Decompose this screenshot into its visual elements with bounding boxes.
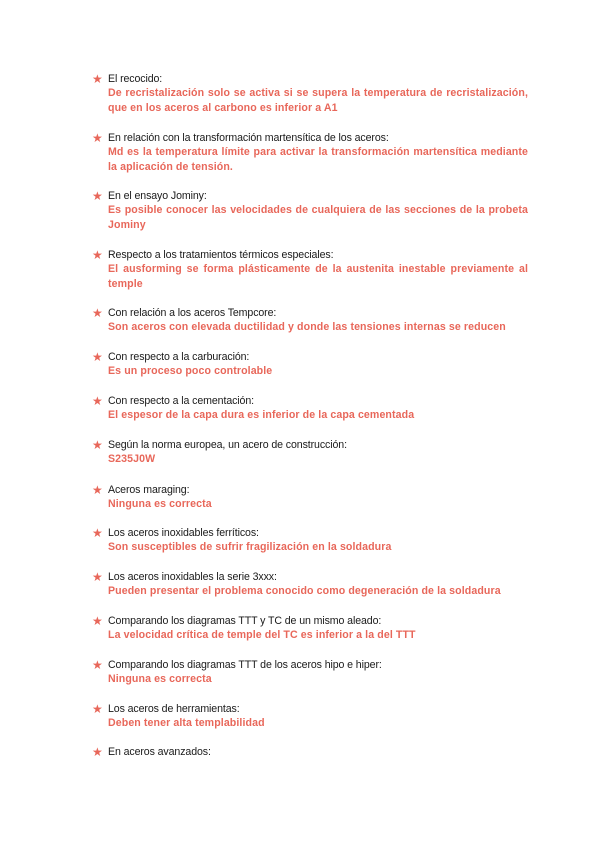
star-icon: ★ xyxy=(92,438,103,452)
question-text: En relación con la transformación martensítica de los aceros: xyxy=(108,132,389,144)
star-icon: ★ xyxy=(92,248,103,262)
list-item xyxy=(92,189,528,233)
answer-text: El ausforming se forma plásticamente de la austenita inestable previamente al temple xyxy=(108,263,528,290)
question-text: En aceros avanzados: xyxy=(108,746,211,758)
star-icon: ★ xyxy=(92,570,103,584)
star-icon: ★ xyxy=(92,394,103,408)
answer-text: La velocidad crítica de temple del TC es inferior a la del TTT xyxy=(108,629,416,641)
question-text: Con respecto a la carburación: xyxy=(108,351,250,363)
list-item xyxy=(92,350,528,379)
list-item xyxy=(92,570,528,599)
answer-text: Es posible conocer las velocidades de cualquiera de las secciones de la probeta Jominy xyxy=(108,204,528,231)
list-item xyxy=(92,702,528,731)
list-item xyxy=(92,306,528,335)
list-item xyxy=(92,394,528,423)
question-text: Respecto a los tratamientos térmicos especiales: xyxy=(108,249,334,261)
question-text: Comparando los diagramas TTT y TC de un mismo aleado: xyxy=(108,615,382,627)
list-item xyxy=(92,131,528,175)
star-icon: ★ xyxy=(92,483,103,497)
question-text: Los aceros inoxidables la serie 3xxx: xyxy=(108,571,277,583)
star-icon: ★ xyxy=(92,745,103,759)
question-text: Los aceros de herramientas: xyxy=(108,703,240,715)
star-icon: ★ xyxy=(92,526,103,540)
star-icon: ★ xyxy=(92,306,103,320)
star-icon: ★ xyxy=(92,702,103,716)
question-text: Aceros maraging: xyxy=(108,484,190,496)
answer-text: Pueden presentar el problema conocido como degeneración de la soldadura xyxy=(108,585,501,597)
star-icon: ★ xyxy=(92,614,103,628)
answer-text: Son aceros con elevada ductilidad y donde las tensiones internas se reducen xyxy=(108,321,506,333)
list-item xyxy=(92,658,528,687)
list-item xyxy=(92,438,528,467)
list-item xyxy=(92,248,528,292)
star-icon: ★ xyxy=(92,350,103,364)
star-icon: ★ xyxy=(92,658,103,672)
list-item xyxy=(92,72,528,116)
question-text: Los aceros inoxidables ferríticos: xyxy=(108,527,259,539)
answer-text: Deben tener alta templabilidad xyxy=(108,717,265,729)
answer-text: Son susceptibles de sufrir fragilización en la soldadura xyxy=(108,541,392,553)
answer-text: Ninguna es correcta xyxy=(108,498,212,510)
answer-text: De recristalización solo se activa si se supera la temperatura de recristalización, que en los aceros al carbono es inferior a A1 xyxy=(108,87,528,114)
star-icon: ★ xyxy=(92,72,103,86)
question-text: Comparando los diagramas TTT de los aceros hipo e hiper: xyxy=(108,659,382,671)
question-text: Según la norma europea, un acero de construcción: xyxy=(108,439,347,451)
list-item xyxy=(92,745,528,759)
question-text: Con relación a los aceros Tempcore: xyxy=(108,307,277,319)
question-text: Con respecto a la cementación: xyxy=(108,395,254,407)
answer-text: Es un proceso poco controlable xyxy=(108,365,273,377)
list-item xyxy=(92,483,528,512)
answer-text: El espesor de la capa dura es inferior de la capa cementada xyxy=(108,409,415,421)
question-text: En el ensayo Jominy: xyxy=(108,190,207,202)
list-item xyxy=(92,526,528,555)
star-icon: ★ xyxy=(92,189,103,203)
answer-text: Ninguna es correcta xyxy=(108,673,212,685)
answer-text: Md es la temperatura límite para activar la transformación martensítica mediante la aplicación de tensión. xyxy=(108,146,528,173)
list-item xyxy=(92,614,528,643)
star-icon: ★ xyxy=(92,131,103,145)
answer-text: S235J0W xyxy=(108,453,156,465)
question-text: El recocido: xyxy=(108,73,163,85)
